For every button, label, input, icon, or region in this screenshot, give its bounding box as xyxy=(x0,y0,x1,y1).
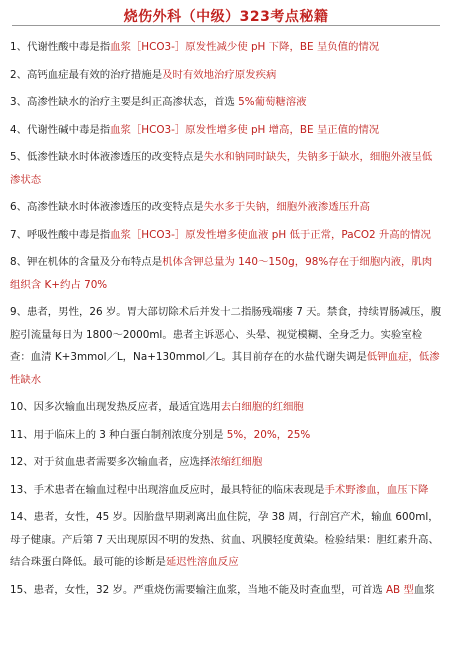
key-point-item xyxy=(10,64,442,87)
key-point-item xyxy=(10,146,442,191)
question-text: 10、因多次输血出现发热反应者，最适宜选用 xyxy=(10,401,221,413)
answer-text: 失水和钠同时缺失，失钠多于缺水，细胞外液呈低渗状态 xyxy=(10,151,433,186)
answer-text: 低钾血症，低渗性缺水 xyxy=(10,351,440,386)
answer-text: 机体含钾总量为 140～150g，98%存在于细胞内液，肌肉组织含 K+约占 70% xyxy=(10,256,433,291)
answer-text: 5%，20%，25% xyxy=(226,428,311,441)
answer-text: 血浆［HCO3-］原发性增多使血液 pH 低于正常，PaCO2 升高的情况 xyxy=(110,228,431,241)
question-text: 6、高渗性缺水时体液渗透压的改变特点是 xyxy=(10,201,204,213)
title-divider xyxy=(12,25,440,26)
answer-text: 去白细胞的红细胞 xyxy=(220,401,304,413)
question-text: 14、患者，女性，45 岁。因胎盘早期剥离出血住院，孕 38 周，行剖宫产术，输血 600ml，母子健康。产后第 7 天出现原因不明的发热、贫血、巩膜轻度黄染。检验结果：胆红素升高、结合珠蛋白降低。最可能的诊断是 xyxy=(10,511,439,568)
key-point-item xyxy=(10,479,442,502)
key-point-item xyxy=(10,251,442,296)
question-text: 5、低渗性缺水时体液渗透压的改变特点是 xyxy=(10,151,204,163)
answer-text: 5%葡萄糖溶液 xyxy=(238,96,307,108)
question-text: 1、代谢性酸中毒是指 xyxy=(10,41,111,53)
answer-text: AB 型 xyxy=(385,583,414,596)
key-point-item xyxy=(10,396,442,419)
answer-text: 浓缩红细胞 xyxy=(210,456,263,468)
key-point-item xyxy=(10,424,442,447)
key-point-item xyxy=(10,36,442,59)
question-text: 7、呼吸性酸中毒是指 xyxy=(10,228,111,241)
answer-text: 手术野渗血，血压下降 xyxy=(324,483,429,496)
question-text: 13、手术患者在输血过程中出现溶血反应时，最具特征的临床表现是 xyxy=(10,483,325,496)
question-text: 4、代谢性碱中毒是指 xyxy=(10,123,111,136)
key-point-item xyxy=(10,579,442,602)
page-title: 烧伤外科（中级）323考点秘籍 xyxy=(123,9,329,25)
key-point-item xyxy=(10,119,442,142)
key-point-item xyxy=(10,91,442,114)
answer-text: 血浆［HCO3-］原发性增多使 pH 增高，BE 呈正值的情况 xyxy=(110,123,380,136)
question-text: 11、用于临床上的 3 种白蛋白制剂浓度分别是 xyxy=(10,428,227,441)
question-text: 12、对于贫血患者需要多次输血者，应选择 xyxy=(10,456,211,468)
answer-text: 延迟性溶血反应 xyxy=(165,556,239,568)
question-text: 血浆 xyxy=(413,583,435,596)
answer-text: 血浆［HCO3-］原发性减少使 pH 下降，BE 呈负值的情况 xyxy=(110,41,380,53)
question-text: 8、钾在机体的含量及分布特点是 xyxy=(10,256,163,268)
key-point-item xyxy=(10,224,442,247)
question-text: 2、高钙血症最有效的治疗措施是 xyxy=(10,68,163,81)
key-point-item xyxy=(10,196,442,219)
question-text: 15、患者，女性，32 岁。严重烧伤需要输注血浆，当地不能及时查血型，可首选 xyxy=(10,583,386,596)
key-point-item xyxy=(10,506,442,574)
key-point-item xyxy=(10,301,442,391)
answer-text: 及时有效地治疗原发疾病 xyxy=(162,68,277,81)
key-points-list xyxy=(10,36,442,606)
key-point-item xyxy=(10,451,442,474)
question-text: 9、患者，男性，26 岁。胃大部切除术后并发十二指肠残端瘘 7 天。禁食，持续胃肠减压，腹腔引流量每日为 1800～2000ml。患者主诉恶心、头晕、视觉模糊、全身乏力。实验室检查：血清 K+3mmol／L，Na+130mmol／L。其目前存在的水盐代谢失调是 xyxy=(10,306,442,363)
question-text: 3、高渗性缺水的治疗主要是纠正高渗状态，首选 xyxy=(10,96,239,108)
answer-text: 失水多于失钠，细胞外液渗透压升高 xyxy=(203,201,370,213)
